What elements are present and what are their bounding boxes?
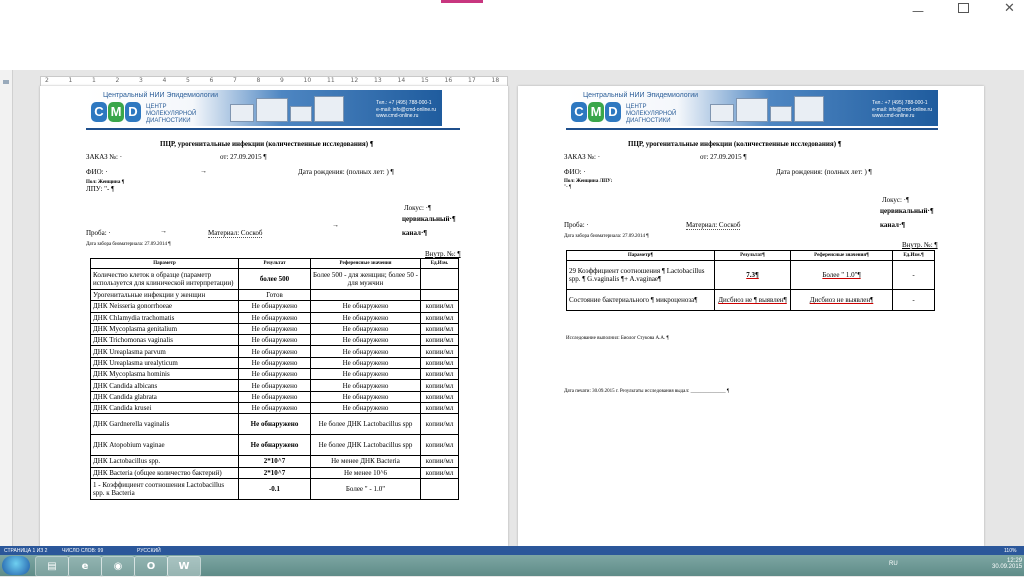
table-cell[interactable]: ДНК Gardnerella vaginalis: [91, 414, 239, 435]
table-row: [91, 269, 459, 290]
language-indicator[interactable]: РУССКИЙ: [137, 548, 161, 554]
ruler-number: 17: [468, 77, 476, 84]
table-cell[interactable]: Не обнаружено: [239, 435, 311, 456]
table-cell[interactable]: ДНК Mycoplasma hominis: [91, 369, 239, 380]
channel-2: канал·¶: [880, 221, 906, 229]
org-name: Центральный НИИ Эпидемиологии: [103, 92, 219, 99]
table-row: [91, 414, 459, 435]
probe-label-2: Проба: ·: [564, 221, 589, 229]
table-cell[interactable]: Не менее 10^6: [311, 467, 421, 478]
patient-gender-2: Пол: Женщина ЛПУ:: [564, 179, 613, 184]
column-header: Параметр¶: [567, 251, 715, 261]
word-icon[interactable]: W: [167, 556, 201, 577]
window-top-area: [0, 0, 1024, 70]
table-cell[interactable]: Не обнаружено: [239, 402, 311, 413]
table-cell[interactable]: Не более ДНК Lactobacillus spp: [311, 414, 421, 435]
table-cell[interactable]: Не обнаружено: [239, 301, 311, 312]
table-row: [91, 290, 459, 301]
vertical-ruler[interactable]: [0, 70, 13, 546]
table-cell[interactable]: Не обнаружено: [311, 301, 421, 312]
print-date: Дата печати: 30.09.2015 г. Результаты исследования выдал: ______________ ¶: [564, 389, 730, 394]
birth-date: Дата рождения: (полных лет: ) ¶: [298, 168, 394, 176]
table-row: [91, 312, 459, 323]
table-cell[interactable]: Не обнаружено: [311, 335, 421, 346]
table-cell[interactable]: Не обнаружено: [239, 357, 311, 368]
table-cell[interactable]: копии/мл: [421, 346, 459, 357]
maximize-icon[interactable]: [958, 3, 969, 13]
birth-date-2: Дата рождения: (полных лет: ) ¶: [776, 168, 872, 176]
table-cell[interactable]: ДНК Bacteria (общее количество бактерий): [91, 467, 239, 478]
table-cell[interactable]: ДНК Chlamydia trachomatis: [91, 312, 239, 323]
minimize-icon[interactable]: —: [912, 4, 924, 18]
table-row: [91, 369, 459, 380]
table-cell[interactable]: Более 500 - для женщин; более 50 - для мужчин: [311, 269, 421, 290]
ruler-number: 5: [186, 77, 190, 84]
ruler-number: 10: [303, 77, 312, 84]
title-accent: [441, 0, 483, 3]
table-header-row: [91, 259, 459, 269]
word-count[interactable]: ЧИСЛО СЛОВ: 99: [62, 548, 104, 554]
table-row: [91, 323, 459, 334]
header-banner-2: Центральный НИИ Эпидемиологии C M D ЦЕНТР МОЛЕКУЛЯРНОЙ ДИАГНОСТИКИ Тел.: +7 (495) 788-000-1 e-mail: info@cmd-online.ru www.cmd-online.ru: [566, 90, 938, 126]
table-cell[interactable]: ДНК Candida krusei: [91, 402, 239, 413]
internal-number-2: Внутр. №: ¶: [902, 241, 938, 249]
ruler-number: 11: [327, 77, 335, 84]
table-row: [91, 456, 459, 467]
table-cell[interactable]: Не обнаружено: [239, 335, 311, 346]
lpu: ЛПУ: "- ¶: [86, 185, 115, 193]
table-cell[interactable]: копии/мл: [421, 402, 459, 413]
table-header-row: [567, 251, 935, 261]
table-cell[interactable]: -0.1: [239, 478, 311, 499]
contacts: Тел.: +7 (495) 788-000-1 e-mail: info@cmd-online.ru www.cmd-online.ru: [376, 100, 436, 119]
locus-label: Локус: ·¶: [404, 204, 432, 212]
table-cell[interactable]: копии/мл: [421, 335, 459, 346]
status-bar: [0, 546, 1024, 555]
header-banner: [86, 90, 442, 126]
table-cell[interactable]: Не обнаружено: [239, 414, 311, 435]
lpu-2: "- ¶: [564, 185, 572, 190]
order-number: ЗАКАЗ №: ·: [86, 153, 123, 161]
table-cell[interactable]: -: [893, 290, 935, 311]
column-header: Референсные значения: [311, 259, 421, 269]
report-title-2: ПЦР, урогенитальные инфекции (количественные исследования) ¶: [628, 140, 842, 148]
table-cell[interactable]: Не обнаружено: [311, 369, 421, 380]
column-header: Результат: [239, 259, 311, 269]
patient-fio: ФИО: ·: [86, 168, 108, 176]
lab-equipment-image: [228, 94, 346, 124]
table-cell[interactable]: 7.3¶: [715, 261, 791, 290]
report-title: ПЦР, урогенитальные инфекции (количественные исследования) ¶: [160, 140, 374, 148]
table-cell[interactable]: копии/мл: [421, 467, 459, 478]
table-cell[interactable]: Не обнаружено: [311, 402, 421, 413]
tray-clock[interactable]: 12:29 30.09.2015: [992, 558, 1023, 570]
performed-by: Исследование выполнил: Биолог Стукова А.А. ¶: [566, 336, 669, 341]
table-cell[interactable]: копии/мл: [421, 435, 459, 456]
table-row: [91, 435, 459, 456]
ruler-number: 15: [421, 77, 429, 84]
table-row: [91, 478, 459, 499]
order-date-2: от: 27.09.2015 ¶: [700, 153, 747, 161]
table-cell[interactable]: [421, 290, 459, 301]
results-table: [90, 258, 459, 500]
table-cell[interactable]: ДНК Ureaplasma parvum: [91, 346, 239, 357]
column-header: Результат¶: [715, 251, 791, 261]
column-header: Параметр: [91, 259, 239, 269]
sample-date-2: Дата забора биоматериала: 27.09.2014 ¶: [564, 234, 649, 239]
table-cell[interactable]: более 500: [239, 269, 311, 290]
table-cell[interactable]: Дисбиоз не выявлен¶: [791, 290, 893, 311]
internal-number: Внутр. №: ¶: [425, 250, 461, 258]
table-cell[interactable]: ДНК Mycoplasma genitalium: [91, 323, 239, 334]
table-cell[interactable]: ДНК Lactobacillus spp.: [91, 456, 239, 467]
document-page-2[interactable]: [518, 86, 984, 546]
column-header: Ед.Изм.: [421, 259, 459, 269]
table-cell[interactable]: копии/мл: [421, 456, 459, 467]
locus-value: цервикальный·¶: [402, 215, 456, 223]
table-cell[interactable]: Не обнаружено: [311, 312, 421, 323]
table-cell[interactable]: копии/мл: [421, 312, 459, 323]
locus-label-2: Локус: ·¶: [882, 196, 910, 204]
table-cell[interactable]: ДНК Ureaplasma urealyticum: [91, 357, 239, 368]
table-cell[interactable]: копии/мл: [421, 414, 459, 435]
header-rule: [86, 128, 460, 130]
tray-language[interactable]: RU: [889, 561, 898, 567]
ruler-number: 2: [45, 77, 49, 84]
ruler-number: 7: [233, 77, 237, 84]
table-cell[interactable]: [421, 269, 459, 290]
taskbar: [0, 555, 1024, 576]
ruler-number: 3: [139, 77, 143, 84]
table-cell[interactable]: Дисбиоз не ¶ выявлен¶: [715, 290, 791, 311]
table-cell[interactable]: копии/мл: [421, 357, 459, 368]
sample-date: Дата забора биоматериала: 27.09.2014 ¶: [86, 242, 171, 247]
ruler-number: 6: [209, 77, 214, 84]
ruler-number: 14: [397, 77, 406, 84]
table-cell[interactable]: [311, 290, 421, 301]
cmd-logo: C M D: [91, 102, 141, 122]
ruler-number: 8: [256, 77, 261, 84]
table-cell[interactable]: копии/мл: [421, 380, 459, 391]
table-row: [91, 335, 459, 346]
ruler-number: 4: [162, 77, 167, 84]
table-cell[interactable]: [421, 478, 459, 499]
results-table-2: [566, 250, 935, 311]
ruler-number: 18: [491, 77, 500, 84]
table-cell[interactable]: Урогенитальные инфекции у женщин: [91, 290, 239, 301]
table-cell[interactable]: 29 Коэффициент соотношения ¶ Lactobacillus spp. ¶ G.vaginalis ¶+ A.vaginae¶: [567, 261, 715, 290]
outlook-icon[interactable]: O: [134, 556, 168, 577]
table-cell[interactable]: Количество клеток в образце (параметр используется для клинической интерпретации): [91, 269, 239, 290]
table-cell[interactable]: 2*10^7: [239, 467, 311, 478]
table-cell[interactable]: Не обнаружено: [239, 312, 311, 323]
table-row: [91, 301, 459, 312]
table-cell[interactable]: Состояние бактериального ¶ микроценоза¶: [567, 290, 715, 311]
table-cell[interactable]: Готов: [239, 290, 311, 301]
order-number-2: ЗАКАЗ №: ·: [564, 153, 601, 161]
ruler-number: 9: [280, 77, 284, 84]
material: Материал: Соскоб: [208, 229, 263, 237]
table-cell[interactable]: 1 - Коэффициент соотношения Lactobacillus spp. к Bacteria: [91, 478, 239, 499]
channel: канал·¶: [402, 229, 428, 237]
table-row: [91, 467, 459, 478]
table-cell[interactable]: ДНК Neisseria gonorrhoeae: [91, 301, 239, 312]
column-header: Ед.Изм.¶: [893, 251, 935, 261]
table-row: [91, 402, 459, 413]
close-icon[interactable]: ✕: [1004, 1, 1015, 16]
table-cell[interactable]: копии/мл: [421, 301, 459, 312]
probe-label: Проба: ·: [86, 229, 111, 237]
table-cell[interactable]: Не обнаружено: [311, 391, 421, 402]
start-button[interactable]: [2, 556, 30, 575]
table-cell[interactable]: ДНК Atopobium vaginae: [91, 435, 239, 456]
table-cell[interactable]: Не обнаружено: [311, 323, 421, 334]
table-cell[interactable]: Не обнаружено: [239, 380, 311, 391]
table-cell[interactable]: Не обнаружено: [239, 323, 311, 334]
table-row: [567, 290, 935, 311]
table-cell[interactable]: копии/мл: [421, 369, 459, 380]
locus-value-2: цервикальный·¶: [880, 207, 934, 215]
center-name: ЦЕНТР МОЛЕКУЛЯРНОЙ ДИАГНОСТИКИ: [146, 104, 197, 124]
table-cell[interactable]: Не обнаружено: [311, 380, 421, 391]
table-cell[interactable]: Не обнаружено: [239, 369, 311, 380]
table-cell[interactable]: копии/мл: [421, 323, 459, 334]
cmd-logo-2: C M D: [571, 102, 621, 122]
table-row: [91, 346, 459, 357]
table-cell[interactable]: Не обнаружено: [239, 346, 311, 357]
table-row: [91, 380, 459, 391]
table-row: [567, 261, 935, 290]
table-cell[interactable]: -: [893, 261, 935, 290]
lab-equipment-image-2: [708, 94, 826, 124]
explorer-icon[interactable]: ▤: [35, 556, 69, 577]
table-cell[interactable]: Более " - 1.0": [311, 478, 421, 499]
header-rule-2: [566, 128, 938, 130]
table-cell[interactable]: Не менее ДНК Bacteria: [311, 456, 421, 467]
ruler-number: 2: [115, 77, 120, 84]
page-count[interactable]: СТРАНИЦА 1 ИЗ 2: [4, 548, 48, 554]
table-cell[interactable]: ДНК Candida albicans: [91, 380, 239, 391]
table-row: [91, 357, 459, 368]
table-cell[interactable]: Не обнаружено: [239, 391, 311, 402]
table-cell[interactable]: копии/мл: [421, 391, 459, 402]
table-cell[interactable]: ДНК Candida glabrata: [91, 391, 239, 402]
ruler-number: 1: [92, 77, 96, 84]
table-cell[interactable]: Не более ДНК Lactobacillus spp: [311, 435, 421, 456]
table-cell[interactable]: Не обнаружено: [311, 346, 421, 357]
chrome-icon[interactable]: ◉: [101, 556, 135, 577]
ruler-marker: [3, 80, 9, 84]
column-header: Референсные значения¶: [791, 251, 893, 261]
patient-fio-2: ФИО: ·: [564, 168, 586, 176]
table-cell[interactable]: 2*10^7: [239, 456, 311, 467]
zoom-level[interactable]: 110%: [1004, 548, 1017, 554]
table-row: [91, 391, 459, 402]
material-2: Материал: Соскоб: [686, 221, 741, 229]
ruler-number: 12: [350, 77, 359, 84]
ie-icon[interactable]: e: [68, 556, 102, 577]
ruler-number: 1: [68, 77, 73, 84]
table-cell[interactable]: ДНК Trichomonas vaginalis: [91, 335, 239, 346]
document-page-1[interactable]: Центральный НИИ Эпидемиологии C M D ЦЕНТР МОЛЕКУЛЯРНОЙ ДИАГНОСТИКИ Тел.: +7 (495) 788-000-1 e-mail: info@cmd-online.ru www.cmd-online.ru ПЦР, урогенитальные инфекции (количественные исследования) ¶ ЗАКАЗ №: · от: 27.09.2015 ¶ ФИО: · → Дата рождения: (полных лет: ) ¶ Пол: Женщина ¶ ЛПУ: "- ¶ Локус: ·¶ цервикальный·¶ Проба: · → Материал: Соскоб → канал·¶ Дата забора биоматериала: 27.09.2014 ¶ Внутр. №: ¶ Параметр Результат Референсные значения Ед.Изм. Количество клеток в образце (параметр используется для клинической интерпретации) более 500 Более 500 - для женщин; более 50 - для мужчин Урогенитальные инфекции у женщин Готов ДНК Neisseria gonorrhoeae Не обнаружено Не обнаружено копии/мл ДНК Chlamydia trachomatis Не обнаружено Не обнаружено копии/мл ДНК Mycoplasma genitalium Не обнаружено Не обнаружено копии/мл ДНК Trichomonas vaginalis Не обнаружено Не обнаружено копии/мл ДНК Ureaplasma parvum Не обнаружено Не обнаружено копии/мл ДНК Ureaplasma urealyticum Не обнаружено Не обнаружено копии/мл ДНК Mycoplasma hominis Не обнаружено Не обнаружено копии/мл ДНК Candida albicans Не обнаружено Не обнаружено копии/мл ДНК Candida glabrata Не обнаружено Не обнаружено копии/мл ДНК Candida krusei Не обнаружено Не обнаружено копии/мл ДНК Gardnerella vaginalis Не обнаружено Не более ДНК Lactobacillus spp копии/мл ДНК Atopobium vaginae Не обнаружено Не более ДНК Lactobacillus spp копии/мл ДНК Lactobacillus spp. 2*10^7 Не менее ДНК Bacteria копии/мл ДНК Bacteria (общее количество бактерий) 2*10^7 Не менее 10^6 копии/мл 1 - Коэффициент соотношения Lactobacillus spp. к Bacteria -0.1 Более " - 1.0": [40, 86, 508, 546]
order-date: от: 27.09.2015 ¶: [220, 153, 267, 161]
table-cell[interactable]: Не обнаружено: [311, 357, 421, 368]
ruler-number: 13: [374, 77, 382, 84]
patient-gender: Пол: Женщина ¶: [86, 180, 125, 185]
table-cell[interactable]: Более " 1.0"¶: [791, 261, 893, 290]
ruler-number: 16: [444, 77, 453, 84]
